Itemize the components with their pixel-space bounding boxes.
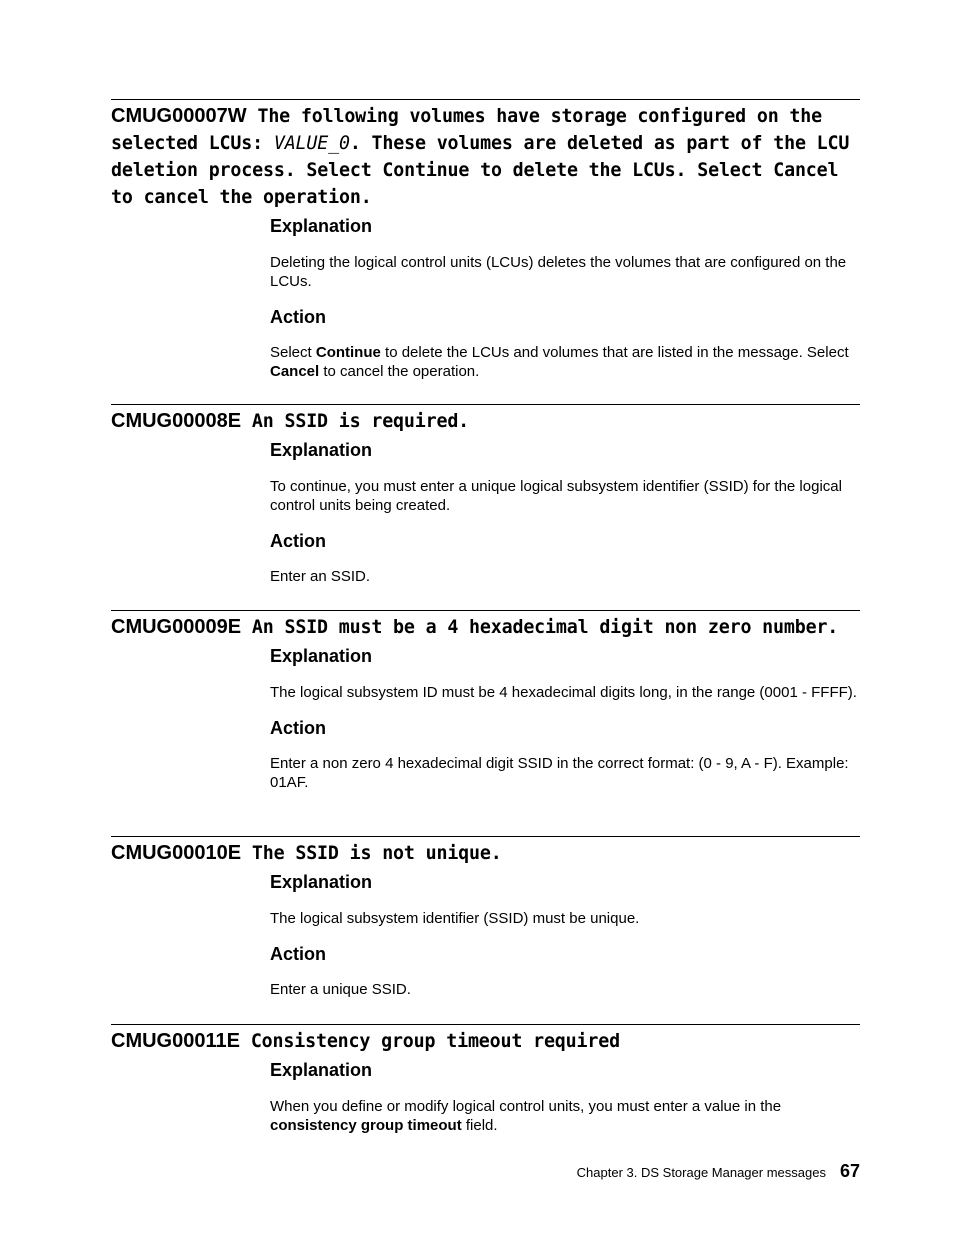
- message-text: The following volumes have storage configured on the selected LCUs: VALUE_0. These volumes are deleted as part of the LCU deletion process. Select Continue to delete the LCUs. Select Cancel to cancel the operation.: [111, 106, 850, 208]
- explanation-heading: Explanation: [270, 1060, 373, 1080]
- explanation-text: Deleting the logical control units (LCUs) deletes the volumes that are configured on the LCUs.: [270, 254, 847, 290]
- explanation-heading: Explanation: [270, 872, 373, 892]
- explanation-heading: Explanation: [270, 440, 373, 460]
- explanation-heading: Explanation: [270, 216, 373, 236]
- action-heading: Action: [270, 531, 326, 551]
- message-id: CMUG00008E: [111, 410, 242, 432]
- message-id: CMUG00010E: [111, 842, 242, 864]
- message-cmug00008e: [111, 404, 860, 586]
- action-text: Enter an SSID.: [270, 568, 371, 585]
- message-heading: [111, 405, 860, 435]
- explanation-text: The logical subsystem identifier (SSID) must be unique.: [270, 910, 640, 927]
- footer-chapter-title: Chapter 3. DS Storage Manager messages: [576, 1165, 826, 1180]
- explanation-text: The logical subsystem ID must be 4 hexadecimal digits long, in the range (0001 - FFFF).: [270, 684, 857, 701]
- message-text: An SSID is required.: [241, 411, 470, 432]
- message-cmug00009e: [111, 610, 860, 792]
- message-heading: [111, 837, 860, 867]
- message-body: [270, 439, 860, 586]
- message-cmug00011e: [111, 1024, 860, 1135]
- page-footer: [0, 1161, 860, 1182]
- action-heading: Action: [270, 944, 326, 964]
- action-heading: Action: [270, 307, 326, 327]
- action-text: Select Continue to delete the LCUs and volumes that are listed in the message. Select Cancel to cancel the operation.: [270, 344, 849, 380]
- variable-value: VALUE_0: [273, 133, 350, 154]
- action-heading: Action: [270, 718, 326, 738]
- action-text: Enter a unique SSID.: [270, 981, 411, 998]
- explanation-text: To continue, you must enter a unique logical subsystem identifier (SSID) for the logical control units being created.: [270, 478, 842, 514]
- message-heading: [111, 1025, 860, 1055]
- message-text: Consistency group timeout required: [239, 1031, 620, 1052]
- explanation-text: When you define or modify logical control units, you must enter a value in the consistency group timeout field.: [270, 1098, 782, 1134]
- message-text: An SSID must be a 4 hexadecimal digit non zero number.: [241, 617, 839, 638]
- message-body: [270, 871, 860, 999]
- message-body: [270, 215, 860, 381]
- message-body: [270, 645, 860, 792]
- message-heading: [111, 611, 860, 641]
- message-body: [270, 1059, 860, 1135]
- message-text: The SSID is not unique.: [241, 843, 502, 864]
- message-heading: [111, 100, 860, 211]
- message-id: CMUG00011E: [111, 1030, 240, 1052]
- explanation-heading: Explanation: [270, 646, 373, 666]
- message-id: CMUG00007W: [111, 105, 247, 127]
- message-cmug00007w: [111, 99, 860, 381]
- action-text: Enter a non zero 4 hexadecimal digit SSID in the correct format: (0 - 9, A - F). Example: 01AF.: [270, 755, 849, 791]
- message-id: CMUG00009E: [111, 616, 242, 638]
- message-cmug00010e: [111, 836, 860, 999]
- page-number: 67: [839, 1161, 860, 1181]
